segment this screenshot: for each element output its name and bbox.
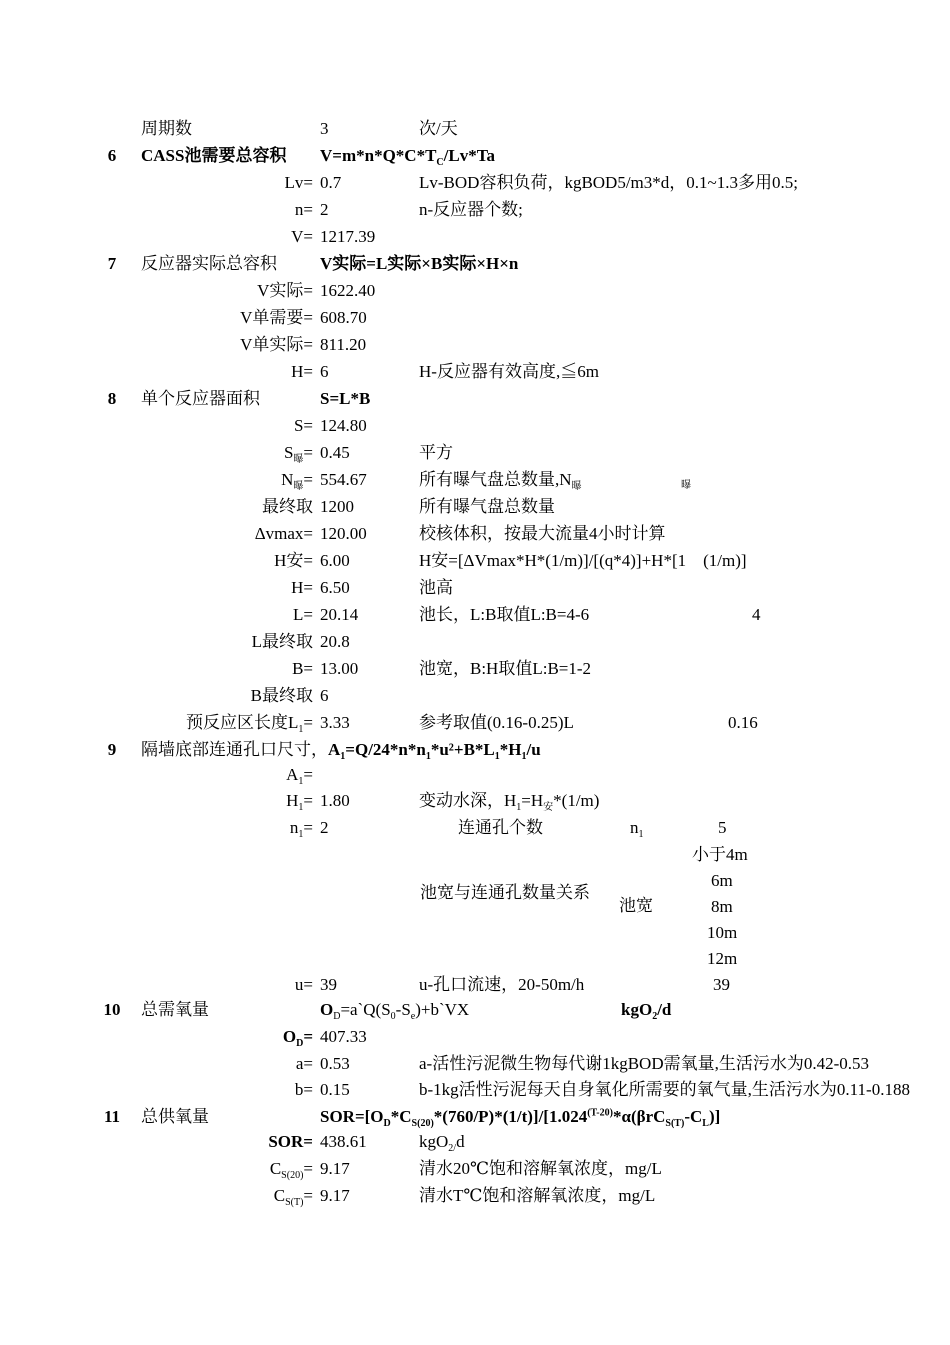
row-label: H= <box>291 362 313 381</box>
table-row-value: 6m <box>711 871 733 890</box>
section-title: 总供氧量 <box>141 1107 209 1126</box>
row-label: V单需要= <box>240 308 313 327</box>
row-label: 预反应区长度$L_1=$ <box>186 713 313 735</box>
section-8-header <box>0 389 950 416</box>
row-label: B= <box>292 659 313 678</box>
row-label: L最终取 <box>251 632 313 651</box>
table-row-value: 10m <box>707 923 738 942</box>
row-label: V= <box>291 227 313 246</box>
row-value: 9.17 <box>320 1159 350 1178</box>
row-value: 13.00 <box>320 659 359 678</box>
section-title: 单个反应器面积 <box>141 389 260 408</box>
table-side-label: 池宽 <box>619 896 653 915</box>
row-label: n= <box>294 200 313 219</box>
row-value: 0.7 <box>320 173 342 192</box>
cycle-title: 周期数 <box>141 119 192 138</box>
row-v <box>0 227 950 254</box>
section-number: 8 <box>107 389 117 408</box>
row-label: Δvmax= <box>254 524 313 543</box>
table-row-value: 小于4m <box>692 845 748 864</box>
row-value: 6.00 <box>320 551 350 570</box>
row-note: 变动水深，$H_1=H_安*(1/m)$ <box>419 791 600 813</box>
row-value: 6 <box>320 686 329 705</box>
row-label: $O_D=$ <box>282 1027 313 1049</box>
row-cycle-count <box>0 119 950 146</box>
section-title: 反应器实际总容积 <box>141 254 277 273</box>
row-label: 最终取 <box>262 497 313 516</box>
row-extra: 曝 <box>681 480 691 491</box>
row-note: H-反应器有效高度,≦6m <box>419 362 599 381</box>
row-label: $N_曝=$ <box>281 470 313 492</box>
row-label: Lv= <box>284 173 313 192</box>
section-number: 7 <box>107 254 117 273</box>
row-note: n-反应器个数; <box>419 200 523 219</box>
row-value: 1200 <box>320 497 354 516</box>
row-value: 6.50 <box>320 578 350 597</box>
row-n-aeration <box>0 470 950 497</box>
row-value: 120.00 <box>320 524 367 543</box>
section-unit: kgO$_2$/d <box>621 1000 672 1022</box>
row-note: 平方 <box>419 443 453 462</box>
table-header-n1: $n_1$ <box>630 818 644 840</box>
row-label: $H_1=$ <box>286 791 313 813</box>
row-label: u= <box>294 975 313 994</box>
section-formula: $V=m*n*Q*C*T_C/Lv*Ta$ <box>320 146 495 168</box>
row-note: 清水20℃饱和溶解氧浓度，mg/L <box>419 1159 662 1178</box>
section-9-header <box>0 740 950 767</box>
row-value: 2 <box>320 818 329 837</box>
row-note: 连通孔个数 <box>458 818 543 837</box>
row-note: 池高 <box>419 578 453 597</box>
row-note: kgO$_{2/}$d <box>419 1132 465 1154</box>
row-h-safe <box>0 551 950 578</box>
row-value: 0.53 <box>320 1054 350 1073</box>
row-n <box>0 200 950 227</box>
row-value: 3.33 <box>320 713 350 732</box>
row-note: 池长，L:B取值L:B=4-6 <box>419 605 590 624</box>
row-label: H= <box>291 578 313 597</box>
row-note: u-孔口流速，20-50m/h <box>419 975 585 994</box>
row-u <box>0 975 950 1002</box>
row-a1 <box>0 765 950 792</box>
row-value: 20.8 <box>320 632 350 651</box>
row-label: V单实际= <box>240 335 313 354</box>
row-extra: 0.16 <box>728 713 758 732</box>
row-label: SOR= <box>268 1132 313 1151</box>
row-note: 清水T℃饱和溶解氧浓度，mg/L <box>419 1186 656 1205</box>
row-note: 校核体积，按最大流量4小时计算 <box>419 524 666 543</box>
row-value: 608.70 <box>320 308 367 327</box>
row-value: 1217.39 <box>320 227 376 246</box>
row-label: $C_{S(T)}=$ <box>273 1186 313 1208</box>
row-l-final <box>0 632 950 659</box>
section-10-header <box>0 1000 950 1027</box>
row-label: b= <box>294 1080 313 1099</box>
section-number: 6 <box>107 146 117 165</box>
row-h-pool <box>0 578 950 605</box>
row-label: $S_曝=$ <box>283 443 313 465</box>
row-note: Lv-BOD容积负荷，kgBOD5/m3*d，0.1~1.3多用0.5; <box>419 173 798 192</box>
row-final-count <box>0 497 950 524</box>
row-pre-reaction-length <box>0 713 950 740</box>
row-label: S= <box>293 416 313 435</box>
row-value: 6 <box>320 362 329 381</box>
row-value: 124.80 <box>320 416 367 435</box>
row-n1 <box>0 818 950 845</box>
row-cst <box>0 1186 950 1213</box>
row-s <box>0 416 950 443</box>
section-title: 隔墙底部连通孔口尺寸，$A_1=Q/24*n*n_1*u^2+B*L_1*H_1/u$ <box>141 740 541 762</box>
row-label: H安= <box>274 551 313 570</box>
row-h-effective <box>0 362 950 389</box>
row-extra: 4 <box>752 605 761 624</box>
table-merged-label: 池宽与连通孔数量关系 <box>420 883 590 902</box>
cycle-value: 3 <box>320 119 329 138</box>
row-od <box>0 1027 950 1054</box>
row-note: 所有曝气盘总数量 <box>419 497 555 516</box>
section-title: CASS池需要总容积 <box>141 146 287 165</box>
row-v-actual <box>0 281 950 308</box>
row-value: 0.15 <box>320 1080 350 1099</box>
row-label: $n_1=$ <box>289 818 313 840</box>
row-label: V实际= <box>257 281 313 300</box>
section-formula: V实际=L实际×B实际×H×n <box>320 254 519 273</box>
row-label: L= <box>293 605 313 624</box>
section-formula: $SOR=[O_D*C_{S(20)}*(760/P)*(1/t)]/[1.024^{(T-20)}*\alpha(\beta rC_{S(T)}-C_L)]$ <box>320 1107 721 1129</box>
row-value: 438.61 <box>320 1132 367 1151</box>
row-extra: 39 <box>713 975 730 994</box>
row-value: 2 <box>320 200 329 219</box>
row-dvmax <box>0 524 950 551</box>
row-cs20 <box>0 1159 950 1186</box>
row-v-single-needed <box>0 308 950 335</box>
section-formula: $O_D=a`Q(S_0-S_e)+b`VX$ <box>320 1000 470 1022</box>
row-b <box>0 659 950 686</box>
section-formula: S=L*B <box>320 389 371 408</box>
row-note: 池宽，B:H取值L:B=1-2 <box>419 659 592 678</box>
row-value: 1622.40 <box>320 281 376 300</box>
section-11-header <box>0 1107 950 1134</box>
row-value: 20.14 <box>320 605 359 624</box>
row-note: 所有曝气盘总数量$,N_曝$ <box>419 470 582 492</box>
row-value: 0.45 <box>320 443 350 462</box>
row-v-single-actual <box>0 335 950 362</box>
row-label: a= <box>295 1054 313 1073</box>
row-s-aeration <box>0 443 950 470</box>
section-number: 11 <box>103 1107 121 1126</box>
table-header-value: 5 <box>718 818 727 837</box>
row-l <box>0 605 950 632</box>
row-b-final <box>0 686 950 713</box>
cycle-unit: 次/天 <box>419 119 458 138</box>
row-value: 554.67 <box>320 470 367 489</box>
section-6-header <box>0 146 950 173</box>
section-number: 9 <box>107 740 117 759</box>
table-row-value: 8m <box>711 897 733 916</box>
section-number: 10 <box>103 1000 121 1019</box>
row-a-coef <box>0 1054 950 1081</box>
row-value: 39 <box>320 975 337 994</box>
table-row-value: 12m <box>707 949 738 968</box>
section-title: 总需氧量 <box>141 1000 209 1019</box>
row-note: b-1kg活性污泥每天自身氧化所需要的氧气量,生活污水为0.11-0.188 <box>419 1080 910 1099</box>
row-note: 参考取值(0.16-0.25)L <box>419 713 574 732</box>
row-value: 811.20 <box>320 335 367 354</box>
section-7-header <box>0 254 950 281</box>
row-label: $A_1=$ <box>286 765 313 787</box>
row-h1 <box>0 791 950 818</box>
row-label: B最终取 <box>250 686 313 705</box>
row-value: 1.80 <box>320 791 350 810</box>
row-note: H安=[ΔVmax*H*(1/m)]/[(q*4)]+H*[1 (1/m)] <box>419 551 747 570</box>
row-lv <box>0 173 950 200</box>
row-value: 407.33 <box>320 1027 367 1046</box>
row-b-coef <box>0 1080 950 1107</box>
row-value: 9.17 <box>320 1186 350 1205</box>
row-label: $C_{S(20)}=$ <box>269 1159 313 1181</box>
row-sor <box>0 1132 950 1159</box>
row-note: a-活性污泥微生物每代谢1kgBOD需氧量,生活污水为0.42-0.53 <box>419 1054 870 1073</box>
